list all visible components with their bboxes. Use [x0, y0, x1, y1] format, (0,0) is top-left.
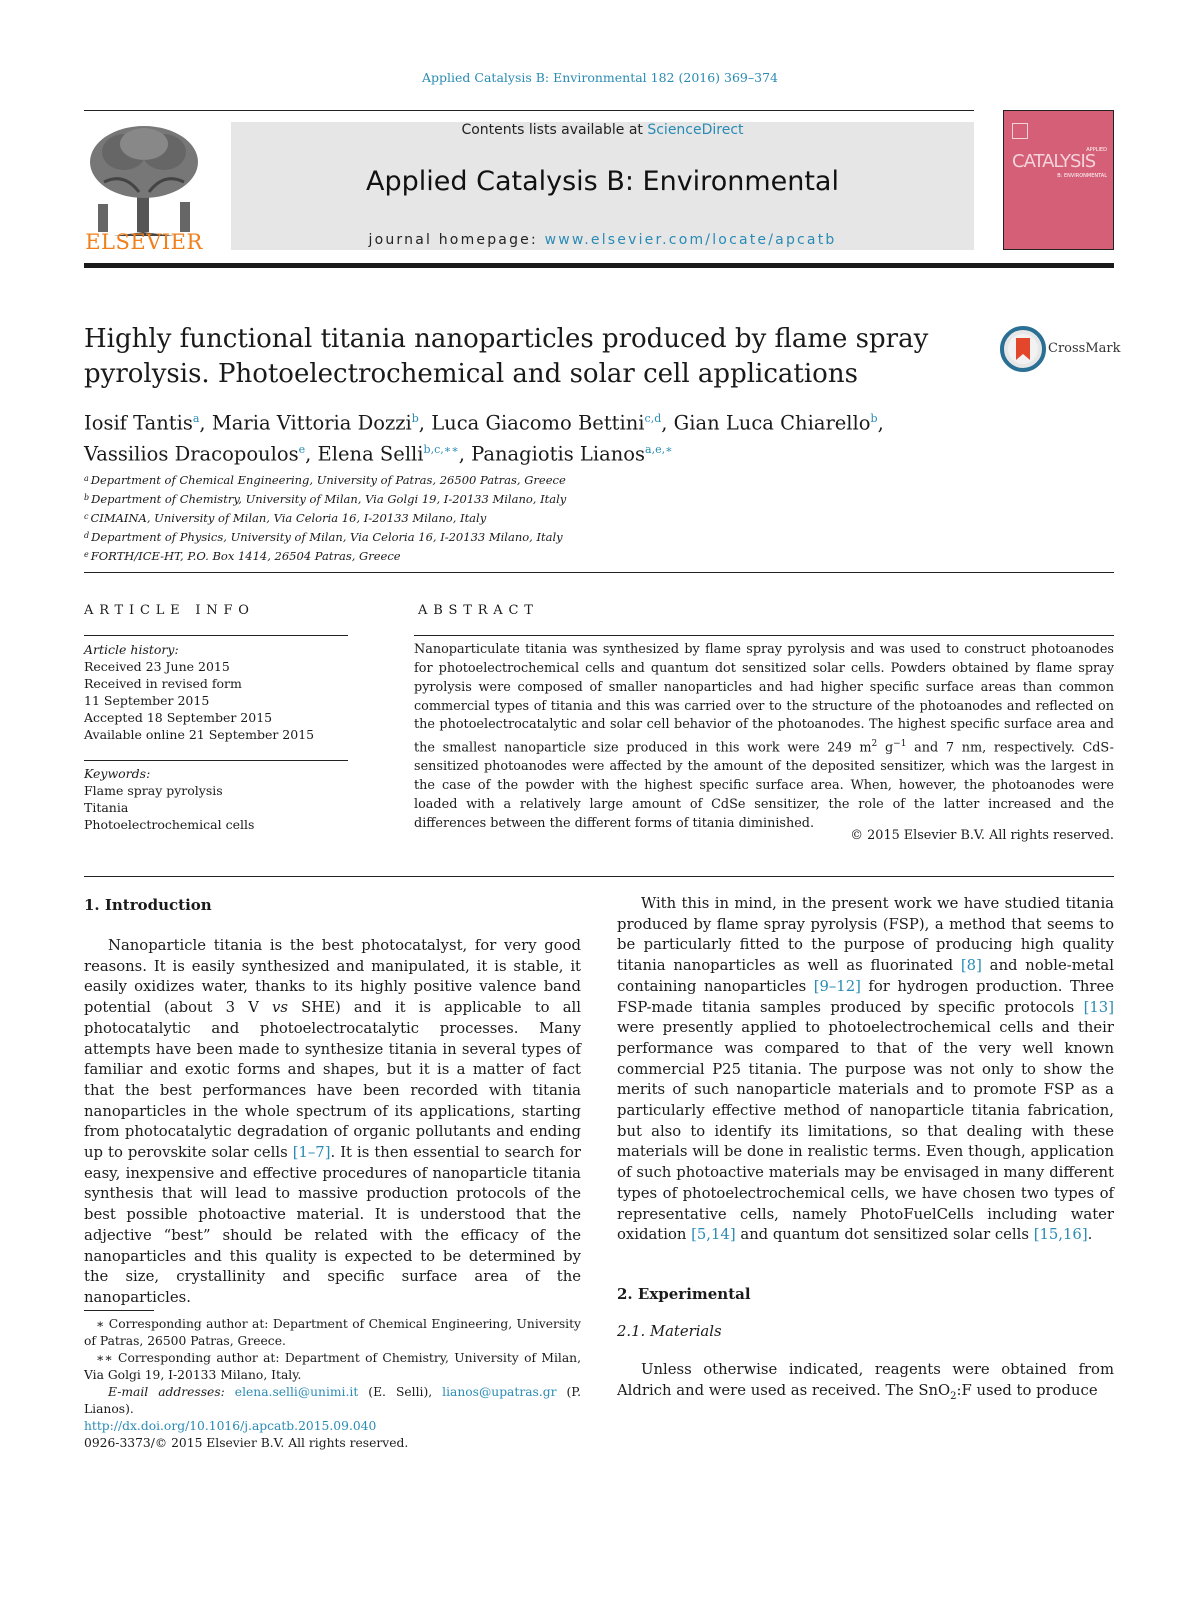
affiliation-key: a: [84, 474, 89, 483]
title-line-2: pyrolysis. Photoelectrochemical and solar cell applications: [84, 359, 858, 389]
intro-text: and quantum dot sensitized solar cells: [735, 1226, 1034, 1244]
affiliation-item: [84, 527, 984, 546]
affiliation-key: e: [84, 550, 89, 559]
journal-citation[interactable]: Applied Catalysis B: Environmental 182 (2016) 369–374: [422, 70, 778, 85]
history-item: Accepted 18 September 2015: [84, 710, 273, 725]
history-item: Received in revised form: [84, 676, 242, 691]
abstract-superscript: 2: [871, 739, 878, 750]
footnote-rule: [84, 1310, 154, 1311]
intro-text-italic: vs: [272, 999, 288, 1017]
affiliation-key: d: [84, 531, 90, 540]
affiliation-text: Department of Physics, University of Milan, Via Celoria 16, I-20133 Milano, Italy: [91, 530, 563, 544]
intro-text: .: [1087, 1226, 1093, 1244]
email-label: E-mail addresses:: [108, 1385, 225, 1399]
keywords: [84, 765, 354, 833]
author-affil[interactable]: b,c,∗∗: [423, 442, 459, 456]
materials-heading: 2.1. Materials: [617, 1323, 722, 1340]
abstract-part: Nanoparticulate titania was synthesized by flame spray pyrolysis and was used to construct photoanodes for photoelectrochemical cells and quantum dot sensitized solar cells. Powders obtained by flame spray pyrolysis were composed of smaller nanoparticles and had higher specific surface areas than common commercial types of titania and this was carried over to the structure of the photoanodes and reflected on the photoelectrocatalytic and solar cell behavior of the photoanodes. The highest specific surface area and the smallest nanoparticle size produced in this work were 249 m: [414, 642, 1114, 756]
author-separator: ,: [418, 411, 432, 435]
author-affil[interactable]: a,e,∗: [645, 442, 673, 456]
abstract-superscript: −1: [893, 739, 907, 750]
history-item: 11 September 2015: [84, 693, 210, 708]
materials-text: :F used to produce: [956, 1381, 1098, 1399]
author-line-2: [84, 437, 1124, 468]
journal-banner: [231, 122, 974, 250]
email-owner: (P. Lianos).: [84, 1385, 581, 1416]
affiliation-item: [84, 546, 984, 565]
intro-text: . It is then essential to search for easy, inexpensive and effective procedures of nanoparticle titania synthesis that will lead to massive production protocols of the best possible photoactive material. It is understood that the adjective “best” should be related with the efficacy of the nanoparticles and this quality is expected to be determined by the size, crystallinity and specific surface area of the nanoparticles.: [84, 1144, 581, 1306]
author-separator: ,: [199, 411, 212, 435]
experimental-heading: 2. Experimental: [617, 1285, 751, 1303]
reference-link[interactable]: [9–12]: [813, 977, 861, 995]
affiliation-item: [84, 508, 984, 527]
keyword-item: Titania: [84, 800, 129, 815]
reference-link[interactable]: [5,14]: [691, 1226, 736, 1244]
introduction-heading: 1. Introduction: [84, 896, 212, 914]
footnotes: [84, 1316, 581, 1418]
affiliation-text: FORTH/ICE-HT, P.O. Box 1414, 26504 Patras, Greece: [90, 549, 401, 563]
affiliation-key: c: [84, 512, 89, 521]
intro-text: and noble-metal containing nanoparticles: [617, 957, 1114, 995]
journal-name[interactable]: Applied Catalysis B: Environmental: [366, 166, 839, 197]
intro-text: With this in mind, in the present work we have studied titania produced by flame spray pyrolysis (FSP), a method that seems to be particularly fitted to the purpose of producing high quality titania nanoparticles as well as fluorinated: [617, 895, 1114, 975]
affiliation-item: [84, 489, 984, 508]
email-link-lianos[interactable]: lianos@upatras.gr: [442, 1385, 557, 1399]
materials-text: Unless otherwise indicated, reagents were obtained from Aldrich and were used as received. The SnO: [617, 1361, 1114, 1399]
keywords-label: Keywords:: [84, 766, 151, 781]
email-owner: (E. Selli),: [358, 1385, 443, 1399]
keyword-item: Photoelectrochemical cells: [84, 817, 255, 832]
author-affil[interactable]: a: [192, 412, 200, 425]
keyword-item: Flame spray pyrolysis: [84, 783, 223, 798]
cover-decoration: [1012, 123, 1028, 139]
author-name[interactable]: Elena Selli: [317, 442, 424, 465]
footnote-corresponding-2: ∗∗ Corresponding author at: Department of Chemistry, University of Milan, Via Golgi 19, I-20133 Milano, Italy.: [84, 1351, 581, 1382]
author-name[interactable]: Luca Giacomo Bettini: [431, 411, 645, 435]
homepage-prefix: journal homepage:: [368, 232, 545, 248]
contents-line: [231, 122, 974, 138]
article-info-rule: [84, 635, 348, 636]
intro-text: SHE) and it is applicable to all photocatalytic and photoelectrocatalytic processes. Many attempts have been made to synthesize titania in several types of familiar and exotic forms and shapes, but it is a matter of fact that the best performances have been recorded with titania nanoparticles in the whole spectrum of its applications, starting from photocatalytic degradation of organic pollutants and ending up to perovskite solar cells: [84, 999, 582, 1162]
affiliation-text: CIMAINA, University of Milan, Via Celoria 16, I-20133 Milano, Italy: [90, 511, 487, 525]
author-separator: ,: [877, 411, 884, 435]
author-separator: ,: [661, 411, 674, 435]
author-name[interactable]: Maria Vittoria Dozzi: [211, 411, 412, 435]
reference-link[interactable]: [8]: [960, 957, 982, 975]
affiliations: [84, 470, 984, 565]
author-name[interactable]: Vassilios Dracopoulos: [84, 442, 299, 465]
affiliation-key: b: [84, 493, 90, 502]
intro-paragraph-2: [617, 894, 1114, 1246]
doi-block: [84, 1418, 408, 1452]
history-item: Received 23 June 2015: [84, 659, 230, 674]
author-list: [84, 406, 1124, 467]
affiliation-text: Department of Chemistry, University of Milan, Via Golgi 19, I-20133 Milano, Italy: [91, 492, 567, 506]
crossmark-label: CrossMark: [1048, 341, 1121, 356]
reference-link[interactable]: [13]: [1083, 998, 1114, 1016]
header-rule: [84, 110, 974, 111]
sciencedirect-link[interactable]: ScienceDirect: [647, 122, 744, 138]
section-rule: [84, 572, 1114, 573]
reference-link[interactable]: [1–7]: [292, 1144, 331, 1162]
abstract-part: and 7 nm, respectively. CdS-sensitized photoanodes were affected by the amount of the deposited sensitizer, which was the largest in the case of the powder with the highest specific surface area. When, however, the photoanodes were loaded with a relatively large amount of CdSe sensitizer, the role of the latter increased and the differences between the different forms of titania diminished.: [414, 740, 1114, 831]
author-separator: ,: [305, 442, 318, 465]
author-name[interactable]: Gian Luca Chiarello: [673, 411, 871, 435]
introduction-paragraph: [84, 936, 581, 1309]
abstract-text: [414, 641, 1114, 834]
homepage-line: [231, 232, 974, 248]
history-item: Available online 21 September 2015: [84, 727, 315, 742]
author-affil[interactable]: e: [298, 442, 306, 456]
author-line-1: [84, 406, 1124, 437]
abstract-rule: [414, 635, 1114, 636]
history-label: Article history:: [84, 642, 179, 657]
cover-subtitle: B: ENVIRONMENTAL: [1057, 173, 1107, 179]
article-history: [84, 641, 354, 743]
keywords-rule: [84, 760, 348, 761]
elsevier-wordmark: ELSEVIER: [85, 230, 203, 254]
abstract-part: g: [877, 740, 894, 756]
title-line-1: Highly functional titania nanoparticles produced by flame spray: [84, 324, 929, 354]
materials-subscript: 2: [950, 1390, 957, 1402]
article-title: [84, 322, 944, 392]
cover-top-label: APPLIED: [1086, 147, 1107, 153]
homepage-link[interactable]: www.elsevier.com/locate/apcatb: [544, 232, 837, 248]
affiliation-item: [84, 470, 984, 489]
materials-paragraph: [617, 1360, 1114, 1407]
header-thick-rule: [84, 263, 1114, 268]
reference-link[interactable]: [15,16]: [1033, 1226, 1088, 1244]
intro-text: were presently applied to photoelectrochemical cells and their performance was compared to that of the very well known commercial P25 titania. The purpose was not only to show the merits of such nanoparticle materials and to promote FSP as a particularly effective method of nanoparticle titania fabrication, but also to identify its limitations, so that dealing with these materials will be done in realistic terms. Even though, application of such photoactive materials may be envisaged in many different types of photoelectrochemical cells, we have chosen two types of representative cells, namely PhotoFuelCells including water oxidation: [617, 1019, 1114, 1244]
abstract-heading: ABSTRACT: [418, 603, 539, 618]
article-info-heading: ARTICLE INFO: [84, 603, 255, 618]
author-affil[interactable]: c,d: [644, 412, 662, 425]
body-rule: [84, 876, 1114, 877]
email-link-selli[interactable]: elena.selli@unimi.it: [234, 1385, 359, 1399]
journal-cover-thumbnail[interactable]: [1003, 110, 1114, 250]
crossmark-button[interactable]: [1000, 326, 1121, 374]
cover-title: CATALYSIS: [1012, 151, 1096, 172]
author-name[interactable]: Iosif Tantis: [84, 411, 193, 435]
author-name[interactable]: Panagiotis Lianos: [471, 442, 646, 465]
footnote-emails: [84, 1384, 581, 1418]
doi-link[interactable]: http://dx.doi.org/10.1016/j.apcatb.2015.09.040: [84, 1419, 377, 1433]
abstract-copyright: © 2015 Elsevier B.V. All rights reserved.: [850, 828, 1114, 843]
author-affil[interactable]: b: [411, 412, 419, 425]
intro-text: for hydrogen production. Three FSP-made titania samples produced by specific protocols: [617, 977, 1114, 1016]
author-affil[interactable]: b: [870, 412, 878, 425]
contents-prefix: Contents lists available at: [461, 122, 648, 138]
author-separator: ,: [458, 442, 472, 465]
issn-copyright: 0926-3373/© 2015 Elsevier B.V. All rights reserved.: [84, 1436, 409, 1450]
crossmark-icon: [1000, 326, 1046, 372]
footnote-corresponding-1: ∗ Corresponding author at: Department of Chemical Engineering, University of Patras, 26500 Patras, Greece.: [84, 1317, 581, 1348]
affiliation-text: Department of Chemical Engineering, University of Patras, 26500 Patras, Greece: [90, 473, 566, 487]
elsevier-logo[interactable]: [84, 122, 204, 256]
intro-text: Nanoparticle titania is the best photocatalyst, for very good reasons. It is easily synthesized and manipulated, it is stable, it easily oxidizes water, thanks to its highly positive valence band potential (about 3 V: [84, 937, 581, 1017]
